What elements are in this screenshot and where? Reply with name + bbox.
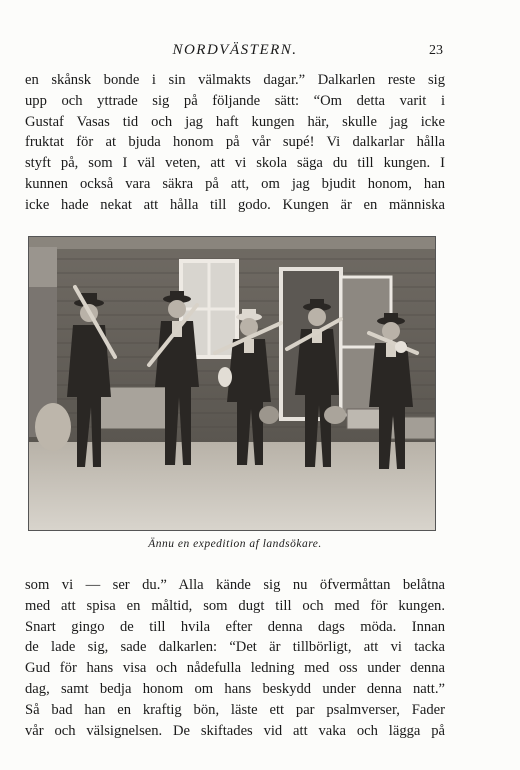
text-line: de lade sig, sade dalkarlen: “Det är tillbörligt, att vi tacka xyxy=(25,639,445,656)
page-number: 23 xyxy=(429,43,443,58)
text-line: Så bad han en kraftig bön, läste ett par psalmverser, Fader xyxy=(25,701,445,718)
text-line: styft på, som I väl veten, att vi skola säga du till kungen. I xyxy=(25,155,445,172)
text-line: med att spisa en måltid, som dugt till och med för kungen. xyxy=(25,597,445,614)
text-line: kunnen också vara säkra på att, om jag bjudit honom, han xyxy=(25,175,445,192)
bottom-paragraph xyxy=(25,575,445,741)
page-header xyxy=(25,42,445,64)
text-line: upp och yttrade sig på följande sätt: “Om detta varit i xyxy=(25,92,445,109)
text-line: fruktat för at bjuda honom på vår supé! Vi dalkarlar hålla xyxy=(25,134,445,151)
text-line: som vi — ser du.” Alla kände sig nu öfvermåttan belåtna xyxy=(25,577,445,593)
expedition-photograph xyxy=(28,236,436,531)
text-line: Snart gingo de till hvila efter denna dags möda. Innan xyxy=(25,618,445,635)
text-line: Gustaf Vasas tid och jag haft kungen här, skulle jag icke xyxy=(25,113,445,130)
running-title: NORDVÄSTERN. xyxy=(172,42,298,58)
top-paragraph xyxy=(25,70,445,216)
text-line: vår och välsignelsen. De skiftades vid att vaka och lägga på xyxy=(25,722,445,739)
text-line: en skånsk bonde i sin välmakts dagar.” Dalkarlen reste sig xyxy=(25,72,445,88)
text-line: icke hade nekat att hålla till godo. Kungen är en människa xyxy=(25,196,445,213)
text-line: Gud för hans visa och nådefulla ledning med oss under denna xyxy=(25,660,445,677)
text-line: dag, samt bedja honom om hans beskydd under denna natt.” xyxy=(25,680,445,697)
photo-caption: Ännu en expedition af landsökare. xyxy=(148,538,322,550)
